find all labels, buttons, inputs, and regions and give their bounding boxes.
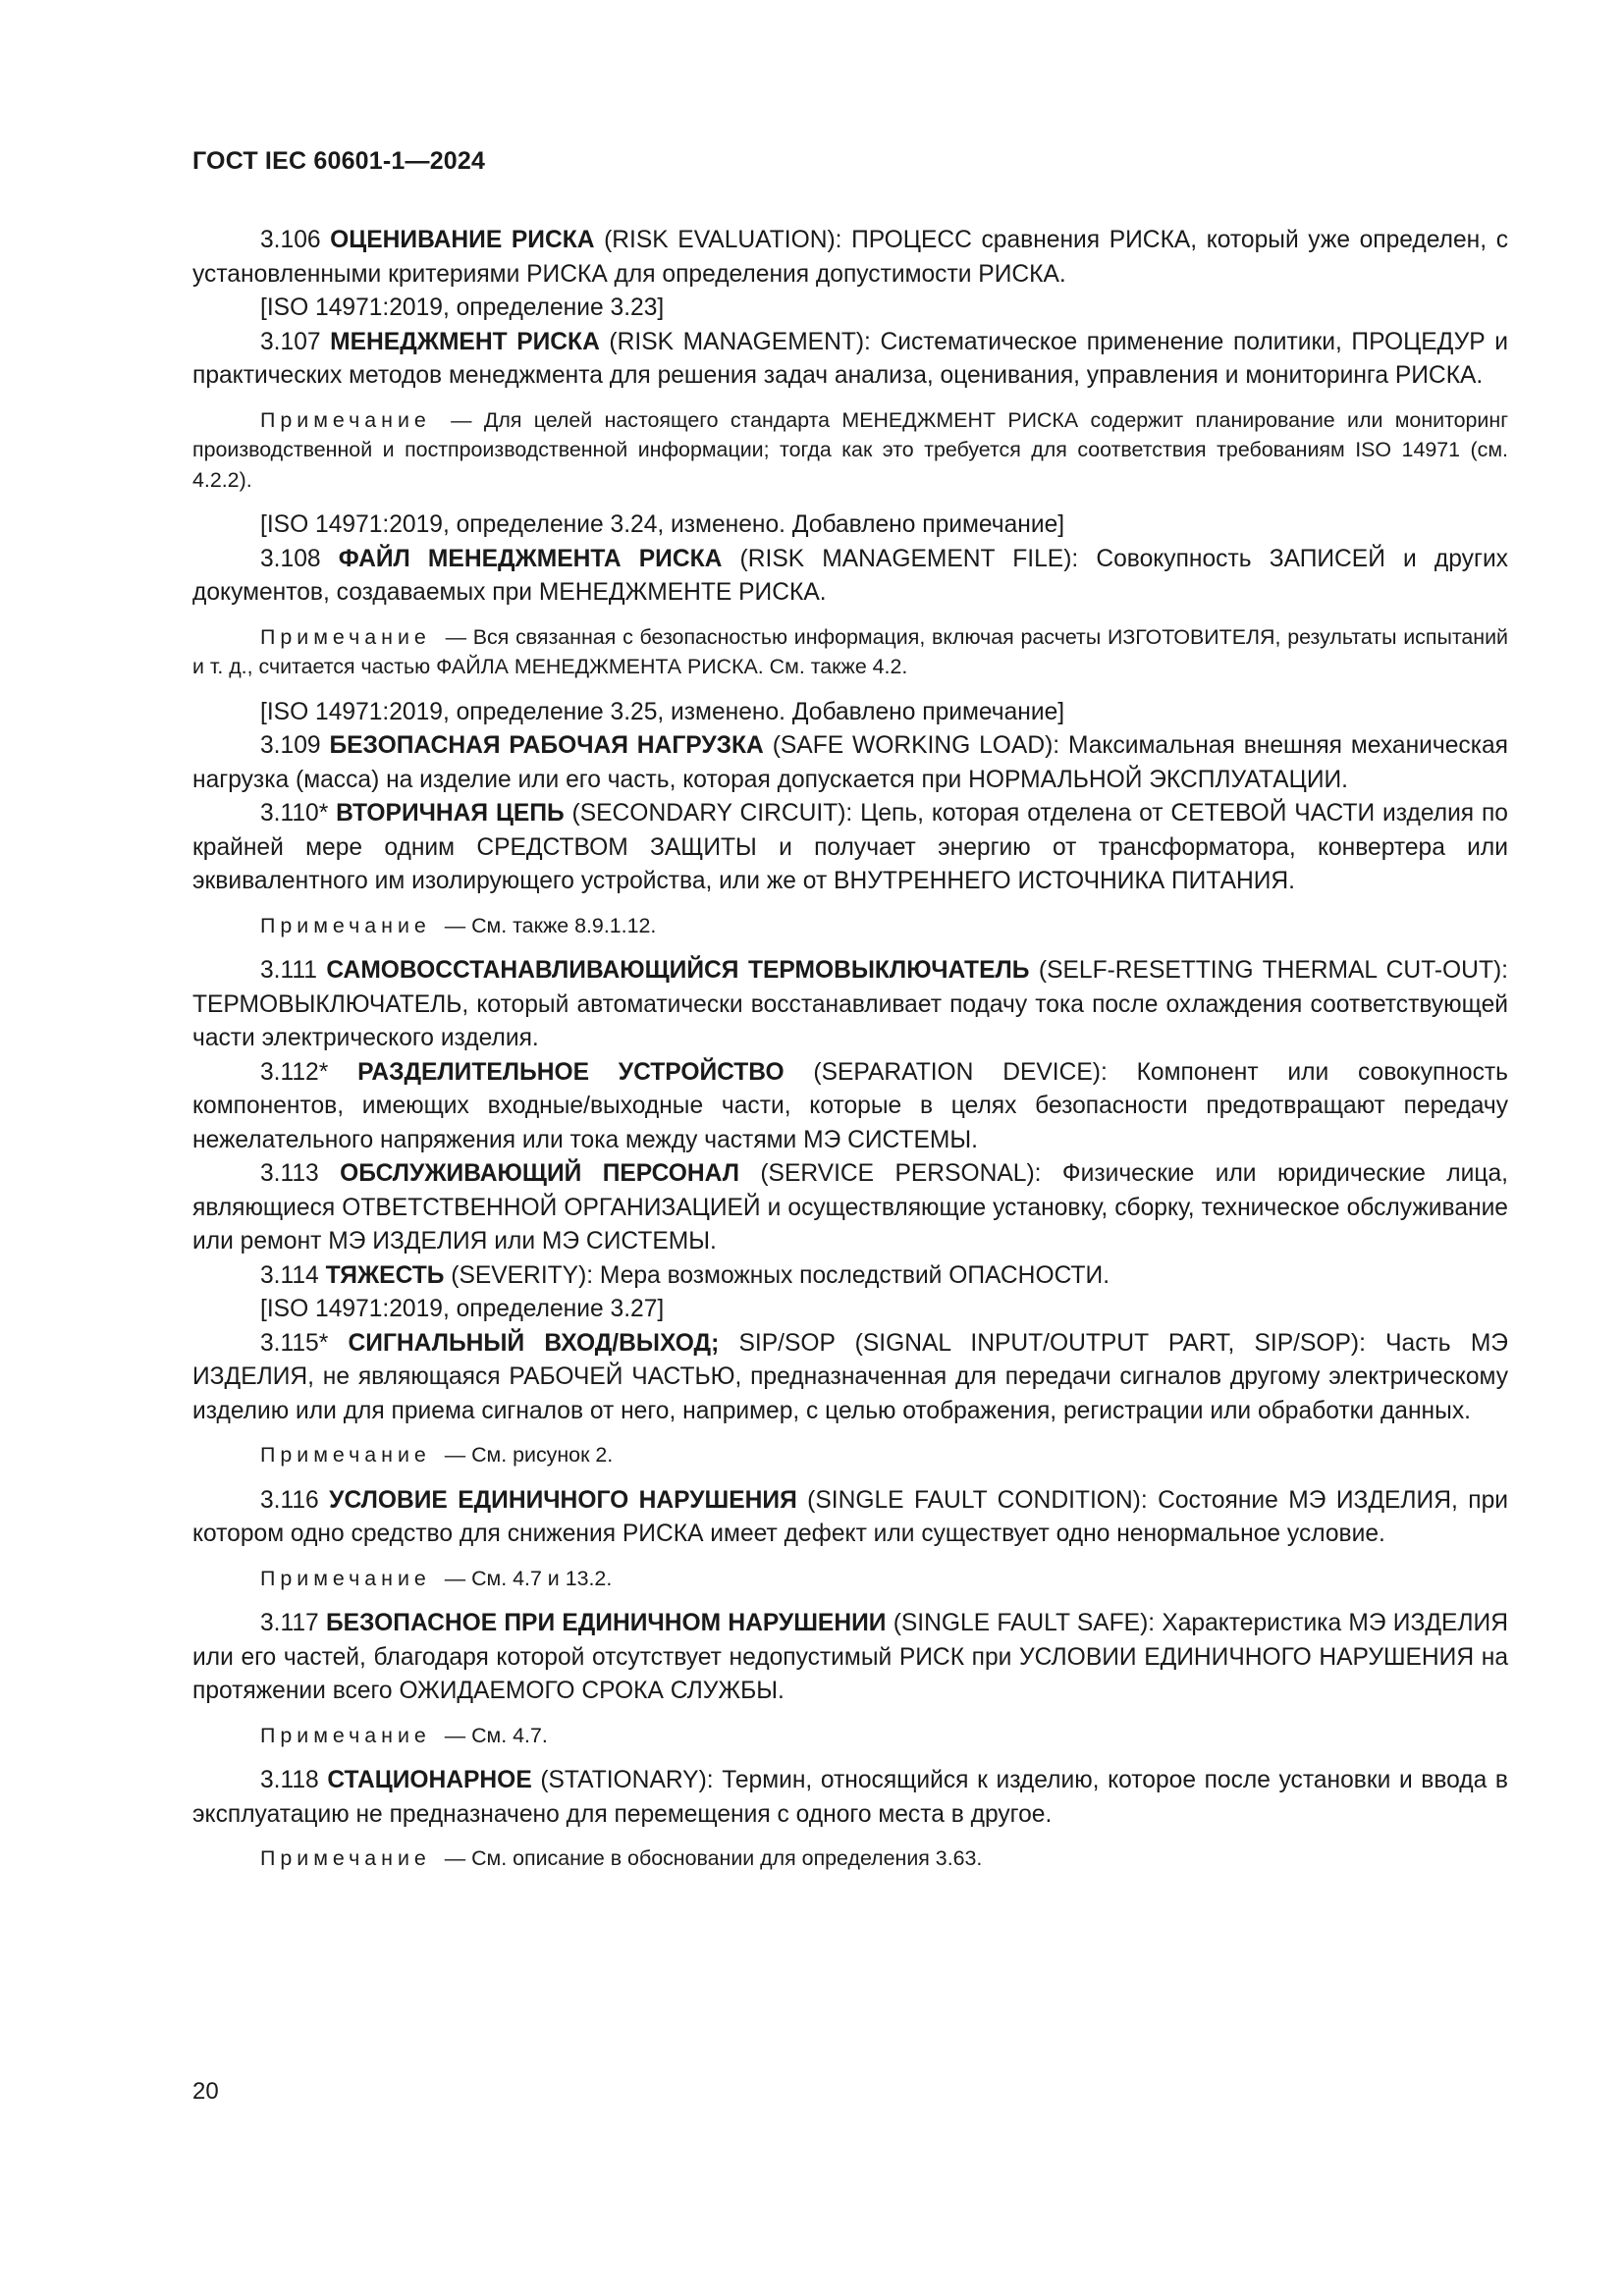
note: Примечание — См. рисунок 2. (260, 1443, 614, 1467)
note-label: Примечание (260, 1846, 431, 1870)
note: Примечание — См. 4.7 и 13.2. (260, 1566, 613, 1590)
document-header: ГОСТ IEC 60601-1—2024 (192, 147, 486, 175)
note: Примечание — См. также 8.9.1.12. (260, 913, 657, 937)
reference: [ISO 14971:2019, определение 3.27] (260, 1296, 665, 1322)
term-entry: 3.113 ОБСЛУЖИВАЮЩИЙ ПЕРСОНАЛ (SERVICE PERSONAL): Физические или юридические лица, являющиеся ОТВЕТСТВЕННОЙ ОРГАНИЗАЦИЕЙ и осуществляющие установку, сборку, техническое обслуживание или ремонт МЭ ИЗДЕЛИЯ или МЭ СИСТЕМЫ. (192, 1160, 1508, 1255)
reference: [ISO 14971:2019, определение 3.24, изменено. Добавлено примечание] (260, 511, 1065, 538)
term-title: ВТОРИЧНАЯ ЦЕПЬ (336, 800, 565, 827)
term-entry: 3.109 БЕЗОПАСНАЯ РАБОЧАЯ НАГРУЗКА (SAFE WORKING LOAD): Максимальная внешняя механическая нагрузка (масса) на изделие или его часть, которая допускается при НОРМАЛЬНОЙ ЭКСПЛУАТАЦИИ. (192, 732, 1508, 793)
note: Примечание — См. описание в обосновании для определения 3.63. (260, 1846, 983, 1870)
term-entry: 3.115* СИГНАЛЬНЫЙ ВХОД/ВЫХОД; SIP/SOP (SIGNAL INPUT/OUTPUT PART, SIP/SOP): Часть МЭ ИЗДЕЛИЯ, не являющаяся РАБОЧЕЙ ЧАСТЬЮ, предназначенная для передачи сигналов другому электрическому изделию или для приема сигналов от него, например, с целью отображения, регистрации или обработки данных. (192, 1329, 1508, 1424)
note-label: Примечание (260, 1566, 431, 1590)
term-title: СИГНАЛЬНЫЙ ВХОД/ВЫХОД; (348, 1329, 720, 1357)
term-entry: 3.106 ОЦЕНИВАНИЕ РИСКА (RISK EVALUATION): ПРОЦЕСС сравнения РИСКА, который уже определен, с установленными критериями РИСКА для определения допустимости РИСКА. (192, 227, 1508, 288)
note-label: Примечание (260, 913, 431, 937)
note: Примечание — Для целей настоящего стандарта МЕНЕДЖМЕНТ РИСКА содержит планирование или мониторинг производственной и постпроизводственной информации; тогда как это требуется для соответствия требованиям ISO 14971 (см. 4.2.2). (192, 407, 1508, 492)
note-label: Примечание (260, 624, 431, 649)
note-label: Примечание (260, 1723, 431, 1747)
term-entry: 3.108 ФАЙЛ МЕНЕДЖМЕНТА РИСКА (RISK MANAGEMENT FILE): Совокупность ЗАПИСЕЙ и других документов, создаваемых при МЕНЕДЖМЕНТЕ РИСКА. (192, 545, 1508, 606)
term-title: СТАЦИОНАРНОЕ (327, 1767, 532, 1793)
term-title: УСЛОВИЕ ЕДИНИЧНОГО НАРУШЕНИЯ (329, 1486, 797, 1514)
term-entry: 3.118 СТАЦИОНАРНОЕ (STATIONARY): Термин, относящийся к изделию, которое после установки и ввода в эксплуатацию не предназначено для перемещения с одного места в другое. (192, 1767, 1509, 1828)
term-entry: 3.117 БЕЗОПАСНОЕ ПРИ ЕДИНИЧНОМ НАРУШЕНИИ (SINGLE FAULT SAFE): Характеристика МЭ ИЗДЕЛИЯ или его частей, благодаря которой отсутствует недопустимый РИСК при УСЛОВИИ ЕДИНИЧНОГО НАРУШЕНИЯ на протяжении всего ОЖИДАЕМОГО СРОКА СЛУЖБЫ. (192, 1610, 1508, 1704)
term-title: РАЗДЕЛИТЕЛЬНОЕ УСТРОЙСТВО (357, 1058, 785, 1086)
term-entry: 3.107 МЕНЕДЖМЕНТ РИСКА (RISK MANAGEMENT): Систематическое применение политики, ПРОЦЕДУР и практических методов менеджмента для решения задач анализа, оценивания, управления и мониторинга РИСКА. (192, 328, 1508, 389)
note: Примечание — См. 4.7. (260, 1723, 548, 1747)
term-entry: 3.114 ТЯЖЕСТЬ (SEVERITY): Мера возможных последствий ОПАСНОСТИ. (260, 1261, 1110, 1289)
term-title: БЕЗОПАСНОЕ ПРИ ЕДИНИЧНОМ НАРУШЕНИИ (325, 1610, 887, 1636)
note-label: Примечание (260, 1443, 431, 1467)
document-body (192, 224, 1508, 1888)
term-entry: 3.112* РАЗДЕЛИТЕЛЬНОЕ УСТРОЙСТВО (SEPARATION DEVICE): Компонент или совокупность компонентов, имеющих входные/выходные части, которые в целях безопасности предотвращают передачу нежелательного напряжения или тока между частями МЭ СИСТЕМЫ. (192, 1058, 1508, 1153)
page-number: 20 (192, 2078, 219, 2105)
term-title: ФАЙЛ МЕНЕДЖМЕНТА РИСКА (338, 545, 723, 572)
term-entry: 3.110* ВТОРИЧНАЯ ЦЕПЬ (SECONDARY CIRCUIT): Цепь, которая отделена от СЕТЕВОЙ ЧАСТИ изделия по крайней мере одним СРЕДСТВОМ ЗАЩИТЫ и получает энергию от трансформатора, конвертера или эквивалентного им изолирующего устройства, или же от ВНУТРЕННЕГО ИСТОЧНИКА ПИТАНИЯ. (192, 800, 1508, 894)
note: Примечание — Вся связанная с безопасностью информация, включая расчеты ИЗГОТОВИТЕЛЯ, результаты испытаний и т. д., считается частью ФАЙЛА МЕНЕДЖМЕНТА РИСКА. См. также 4.2. (192, 624, 1508, 678)
term-title: МЕНЕДЖМЕНТ РИСКА (330, 328, 600, 355)
term-title: БЕЗОПАСНАЯ РАБОЧАЯ НАГРУЗКА (329, 732, 764, 759)
term-title: ТЯЖЕСТЬ (325, 1261, 445, 1289)
reference: [ISO 14971:2019, определение 3.25, изменено. Добавлено примечание] (260, 698, 1065, 725)
term-entry: 3.116 УСЛОВИЕ ЕДИНИЧНОГО НАРУШЕНИЯ (SINGLE FAULT CONDITION): Состояние МЭ ИЗДЕЛИЯ, при котором одно средство для снижения РИСКА имеет дефект или существует одно ненормальное условие. (192, 1486, 1508, 1547)
term-title: ОБСЛУЖИВАЮЩИЙ ПЕРСОНАЛ (340, 1160, 739, 1187)
term-title: ОЦЕНИВАНИЕ РИСКА (330, 227, 595, 253)
note-label: Примечание (260, 407, 431, 432)
term-title: САМОВОССТАНАВЛИВАЮЩИЙСЯ ТЕРМОВЫКЛЮЧАТЕЛЬ (326, 957, 1030, 984)
term-entry: 3.111 САМОВОССТАНАВЛИВАЮЩИЙСЯ ТЕРМОВЫКЛЮЧАТЕЛЬ (SELF-RESETTING THERMAL CUT-OUT): ТЕРМОВЫКЛЮЧАТЕЛЬ, который автоматически восстанавливает подачу тока после охлаждения соответствующей части электрического изделия. (192, 957, 1508, 1051)
reference: [ISO 14971:2019, определение 3.23] (260, 294, 665, 321)
